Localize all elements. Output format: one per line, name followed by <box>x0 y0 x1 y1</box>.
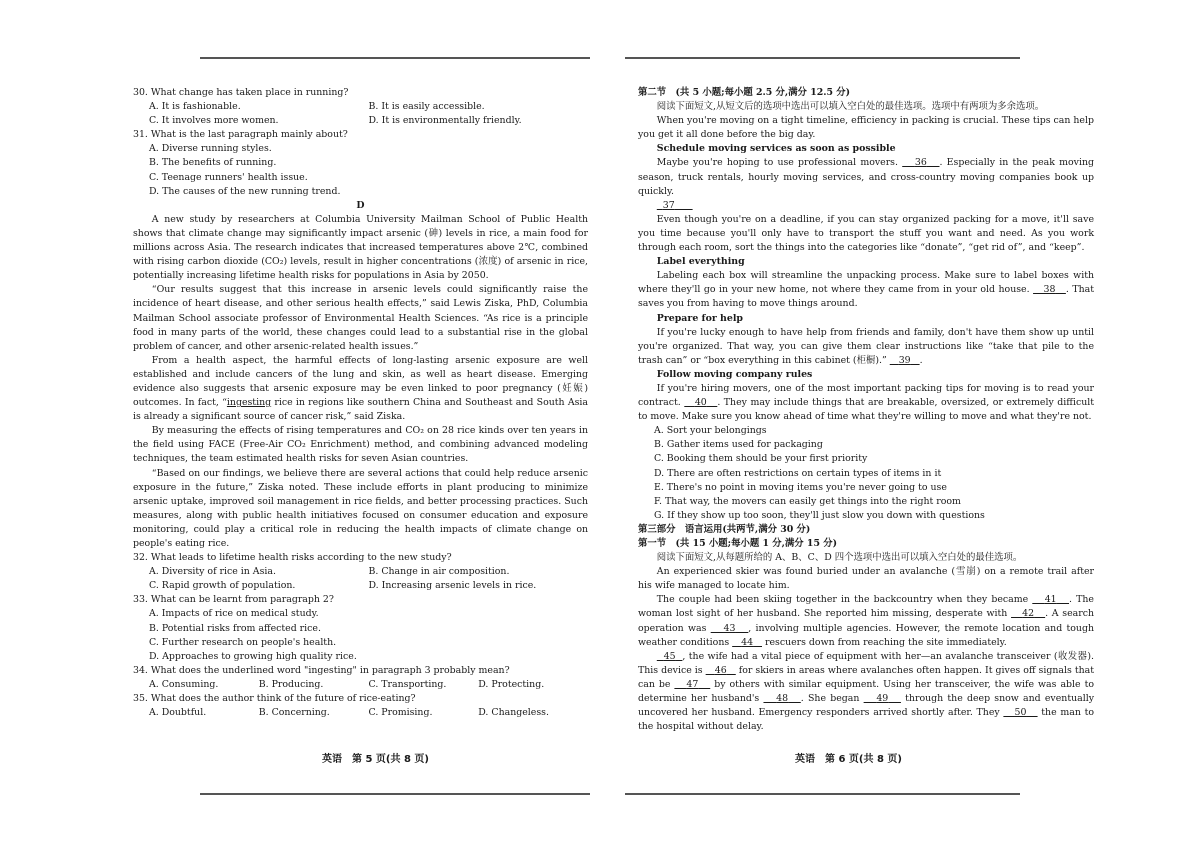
q30-option-c: C. It involves more women. <box>149 115 279 127</box>
blank-50-number: 50 <box>1014 707 1027 719</box>
subheading-follow-rules: Follow moving company rules <box>656 368 813 380</box>
d-p3-post: rice in regions like southern China and Southeast and South Asia is already a significant source of cancer risk,” said Ziska. <box>133 397 589 423</box>
blank-49 <box>864 693 901 704</box>
question-34-options <box>133 678 588 692</box>
blank-48-number: 48 <box>776 693 789 705</box>
blank-40-number: 40 <box>694 397 707 409</box>
c-p2-c: . A search operation was <box>638 608 1094 634</box>
option-a: A. Sort your belongings <box>654 425 767 437</box>
question-30-options <box>133 100 588 128</box>
passage-d-paragraph-3 <box>133 354 588 424</box>
top-rule-left <box>200 57 590 59</box>
exam-page-5 <box>133 86 588 720</box>
question-32-stem: 32. What leads to lifetime health risks according to the new study? <box>133 552 452 564</box>
subheading-prepare-for-help: Prepare for help <box>656 312 743 324</box>
q30-option-d: D. It is environmentally friendly. <box>368 115 522 127</box>
question-30-stem: 30. What change has taken place in running? <box>133 87 349 98</box>
cloze-paragraph-1: An experienced skier was found buried under an avalanche (雪崩) on a remote trail after his wife managed to locate him. <box>638 566 1094 592</box>
blank-44-number: 44 <box>741 636 754 648</box>
q34-option-b: B. Producing. <box>258 678 324 690</box>
d-p3-pre: From a health aspect, the harmful effects of long-lasting arsenic exposure are well established and include cancers of the lung and skin, as well as heart disease. Emerging evidence also suggests that arsenic exposure may be even linked to poor pregnancy (妊娠) outcomes. In fact, “ <box>133 354 588 409</box>
blank-46 <box>706 665 736 676</box>
q35-option-d: D. Changeless. <box>478 707 549 719</box>
passage-d-paragraph-2: “Our results suggest that this increase in arsenic levels could significantly raise the incidence of heart disease, and other serious health effects,” said Lewis Ziska, PhD, Columbia Mailman School associate professor of Environmental Health Sciences. “As rice is a principle food in many parts of the world, these changes could lead to a substantial rise in the global problem of cancer, and other arsenic-related health issues.” <box>133 284 588 352</box>
m-p4-pre: Labeling each box will streamline the unpacking process. Make sure to label boxes with where they'll go in your new home, not where they came from in your old house. <box>638 270 1094 296</box>
moving-paragraph-37 <box>638 199 1094 213</box>
c-p3-c: by others with similar equipment. Using her transceiver, the wife was able to determine her husband's <box>638 678 1094 705</box>
q32-option-b: B. Change in air composition. <box>368 566 510 578</box>
q34-option-a: A. Consuming. <box>149 678 219 690</box>
m-p5-pre: If you're lucky enough to have help from friends and family, don't have them show up until you're organized. That way, you can give them clear instructions like “take that pile to the trash can” or “box everything in this cabinet (柜橱).” <box>638 326 1094 366</box>
blank-50 <box>1003 707 1037 718</box>
blank-49-number: 49 <box>876 693 889 705</box>
question-31-stem: 31. What is the last paragraph mainly about? <box>133 129 348 141</box>
page-5-footer: 英语 第 5 页(共 8 页) <box>322 754 429 765</box>
c-p2-e: rescuers down from reaching the site immediately. <box>762 636 1007 648</box>
c-p3-a: , the wife had a vital piece of equipment with her—an avalanche transceiver (收发器). This device is <box>638 650 1095 676</box>
question-35-stem: 35. What does the author think of the future of rice-eating? <box>133 693 416 705</box>
q30-option-b: B. It is easily accessible. <box>368 101 485 113</box>
m-p5-post: . <box>919 354 923 366</box>
question-35-options <box>133 706 588 720</box>
option-d: D. There are often restrictions on certain types of items in it <box>654 467 942 479</box>
q33-option-b: B. Potential risks from affected rice. <box>149 622 321 634</box>
moving-paragraph-3: Even though you're on a deadline, if you can stay organized packing for a move, it'll save you time because you'll only have to transport the stuff you want and need. As you work through each room, sort the things into the categories like “donate”, “get rid of”, and “keep”. <box>638 213 1094 254</box>
c-p2-a: The couple had been skiing together in the backcountry when they became <box>656 594 1033 606</box>
option-e: E. There's no point in moving items you're never going to use <box>654 481 947 493</box>
q31-option-a: A. Diverse running styles. <box>149 143 272 155</box>
blank-42-number: 42 <box>1022 608 1035 620</box>
moving-paragraph-6 <box>638 382 1094 424</box>
question-32-options <box>133 565 588 593</box>
c-p3-e: through the deep snow and eventually uncovered her husband. Emergency responders arrived shortly after. They <box>638 693 1095 719</box>
exam-page-6 <box>638 86 1094 734</box>
q30-option-a: A. It is fashionable. <box>149 101 241 113</box>
blank-36 <box>902 157 939 168</box>
bottom-rule-right <box>625 793 1020 795</box>
blank-47-number: 47 <box>686 678 699 690</box>
c-p3-f: the man to the hospital without delay. <box>638 707 1094 733</box>
blank-37-number: 37 <box>662 199 675 211</box>
passage-d-title: D <box>356 199 365 211</box>
blank-44 <box>732 637 762 648</box>
passage-d-paragraph-4: By measuring the effects of rising temperatures and CO₂ on 28 rice kinds over ten years in the field using FACE (Free-Air CO₂ Enrichment) method, and combining advanced modeling techniques, the team estimated health risks for seven Asian countries. <box>133 425 588 465</box>
m-p2-pre: Maybe you're hoping to use professional movers. <box>656 157 903 169</box>
section-1-header: 第一节 (共 15 小题;每小题 1 分,满分 15 分) <box>638 538 838 549</box>
q32-option-a: A. Diversity of rice in Asia. <box>149 566 276 578</box>
subheading-schedule-services: Schedule moving services as soon as possible <box>656 143 896 155</box>
blank-46-number: 46 <box>714 664 727 676</box>
q31-option-b: B. The benefits of running. <box>149 157 277 169</box>
bottom-rule-left <box>200 793 590 795</box>
question-33-stem: 33. What can be learnt from paragraph 2? <box>133 594 334 606</box>
blank-36-number: 36 <box>914 157 927 169</box>
blank-45 <box>657 651 683 662</box>
q33-option-d: D. Approaches to growing high quality rice. <box>149 650 357 662</box>
option-b: B. Gather items used for packaging <box>654 439 823 451</box>
q34-option-c: C. Transporting. <box>368 678 447 690</box>
q31-option-c: C. Teenage runners' health issue. <box>149 171 308 183</box>
blank-38-number: 38 <box>1043 284 1056 296</box>
m-p6-post: . They may include things that are breakable, oversized, or extremely difficult to move. Make sure you know ahead of time what they're willing to move and what they're not. <box>638 397 1094 423</box>
c-p2-d: , involving multiple agencies. However, the remote location and tough weather conditions <box>638 622 1094 648</box>
q35-option-a: A. Doubtful. <box>149 707 207 719</box>
moving-paragraph-4 <box>638 269 1094 311</box>
option-c: C. Booking them should be your first priority <box>654 453 868 465</box>
section-2-instructions: 阅读下面短文,从短文后的选项中选出可以填入空白处的最佳选项。选项中有两项为多余选项。 <box>656 101 1045 113</box>
q33-option-c: C. Further research on people's health. <box>149 636 337 648</box>
page-6-footer: 英语 第 6 页(共 8 页) <box>795 754 902 765</box>
q35-option-c: C. Promising. <box>368 707 433 719</box>
moving-paragraph-2 <box>638 156 1094 198</box>
m-p6-pre: If you're hiring movers, one of the most important packing tips for moving is to read your contract. <box>638 382 1094 409</box>
subheading-label-everything: Label everything <box>656 256 745 268</box>
blank-39-number: 39 <box>898 354 911 366</box>
blank-38 <box>1033 284 1066 295</box>
q35-option-b: B. Concerning. <box>258 707 330 719</box>
blank-47 <box>674 679 710 690</box>
q31-option-d: D. The causes of the new running trend. <box>149 185 341 197</box>
section-2-header: 第二节 (共 5 小题;每小题 2.5 分,满分 12.5 分) <box>638 87 851 98</box>
q33-option-a: A. Impacts of rice on medical study. <box>149 608 319 620</box>
blank-40 <box>684 397 717 408</box>
c-p3-b: for skiers in areas where avalanches often happen. It gives off signals that can be <box>638 664 1094 690</box>
m-p4-post: . That saves you from having to move things around. <box>638 284 1094 310</box>
m-p2-post: . Especially in the peak moving season, truck rentals, hourly moving services, and cross-country moving companies book up quickly. <box>638 157 1094 197</box>
part-3-header: 第三部分 语言运用(共两节,满分 30 分) <box>638 523 811 535</box>
blank-41-number: 41 <box>1044 594 1057 606</box>
blank-39 <box>890 355 920 366</box>
question-34-stem: 34. What does the underlined word "ingesting" in paragraph 3 probably mean? <box>133 664 510 676</box>
cloze-paragraph-3 <box>638 650 1094 735</box>
q32-option-d: D. Increasing arsenic levels in rice. <box>368 580 537 592</box>
q34-option-d: D. Protecting. <box>478 678 545 690</box>
option-g: G. If they show up too soon, they'll just slow you down with questions <box>654 509 985 521</box>
cloze-paragraph-2 <box>638 593 1094 649</box>
c-p3-d: . She began <box>800 693 864 705</box>
moving-paragraph-5 <box>638 326 1094 368</box>
q32-option-c: C. Rapid growth of population. <box>149 580 296 592</box>
blank-37 <box>657 200 693 211</box>
underlined-word-ingesting: ingesting <box>226 397 272 409</box>
blank-42 <box>1011 608 1045 619</box>
passage-d-paragraph-1: A new study by researchers at Columbia University Mailman School of Public Health shows that climate change may significantly impact arsenic (砷) levels in rice, a main food for millions across Asia. The research indicates that increased temperatures above 2℃, combined with rising carbon dioxide (CO₂) levels, result in higher concentrations (浓度) of arsenic in rice, potentially increasing lifetime health risks for populations in Asia by 2050. <box>133 213 588 282</box>
blank-41 <box>1032 594 1069 605</box>
moving-paragraph-1: When you're moving on a tight timeline, efficiency in packing is crucial. These tips can help you get it all done before the big day. <box>638 115 1094 141</box>
passage-d-paragraph-5: “Based on our findings, we believe there are several actions that could help reduce arsenic exposure in the future,” Ziska noted. These include efforts in plant producing to minimize arsenic uptake, improved soil management in rice fields, and better processing practices. Such measures, along with public health initiatives focused on consumer education and exposure monitoring, could play a critical role in reducing the health impacts of climate change on people's eating rice. <box>133 467 588 549</box>
top-rule-right <box>625 57 1020 59</box>
section-1-instructions: 阅读下面短文,从每题所给的 A、B、C、D 四个选项中选出可以填入空白处的最佳选项。 <box>656 552 1023 564</box>
blank-48 <box>763 693 800 704</box>
c-p2-b: . The woman lost sight of her husband. She reported him missing, desperate with <box>638 594 1094 620</box>
option-f: F. That way, the movers can easily get things into the right room <box>654 495 961 507</box>
blank-45-number: 45 <box>663 650 676 662</box>
blank-43-number: 43 <box>723 622 736 634</box>
blank-43 <box>711 623 749 634</box>
